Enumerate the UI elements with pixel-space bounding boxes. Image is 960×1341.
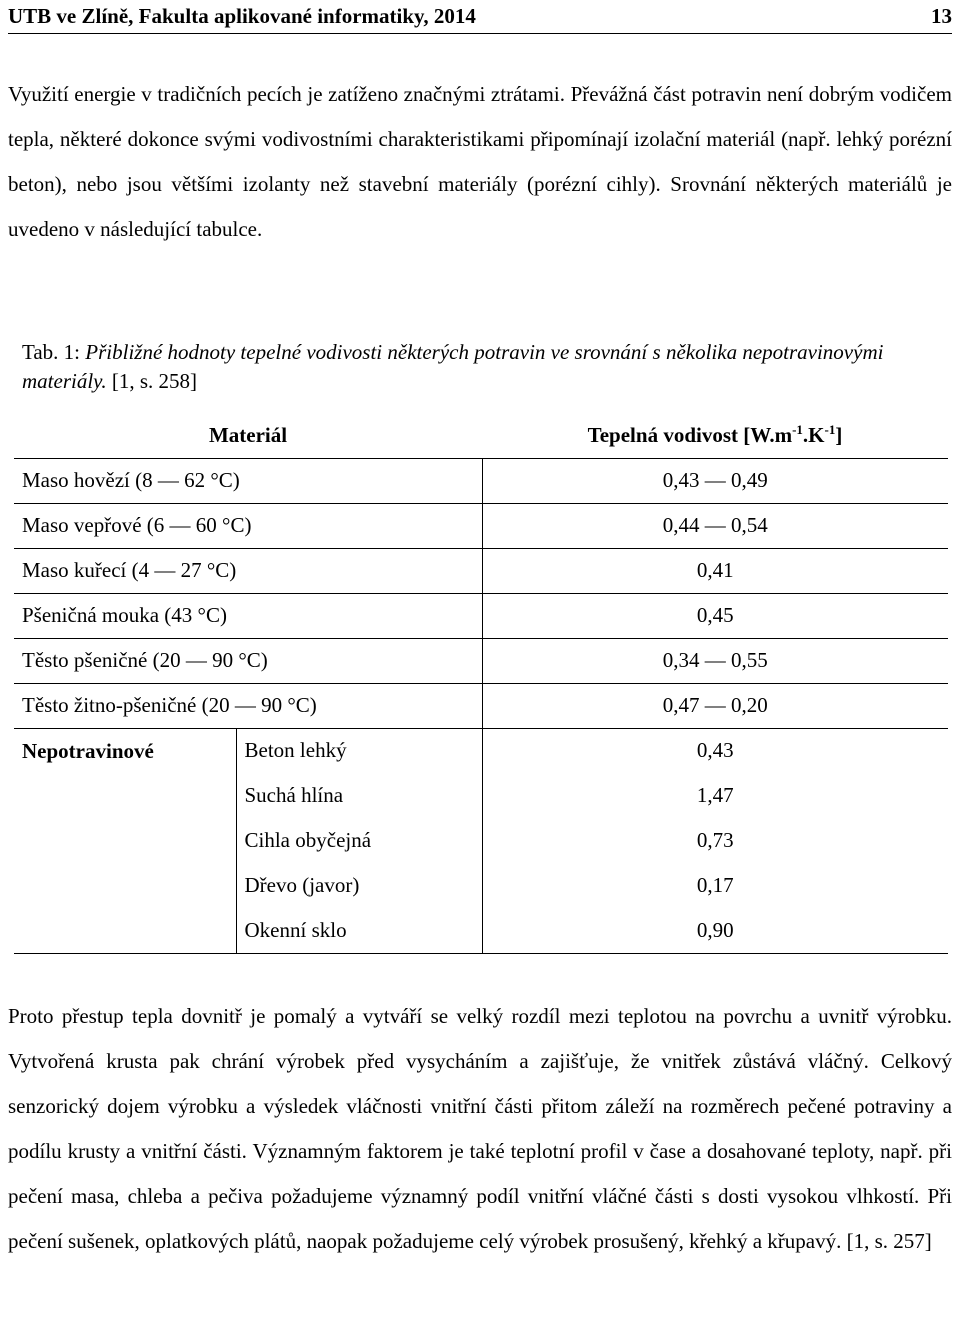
page-header bbox=[8, 0, 952, 34]
table-row bbox=[14, 503, 948, 548]
table-row bbox=[14, 548, 948, 593]
material-name: Dřevo (javor) bbox=[236, 863, 482, 908]
material-name: Maso vepřové (6 — 60 °C) bbox=[14, 503, 482, 548]
material-name: Cihla obyčejná bbox=[236, 818, 482, 863]
table-header-row bbox=[14, 413, 948, 458]
material-name: Těsto žitno-pšeničné (20 — 90 °C) bbox=[14, 683, 482, 728]
table-caption bbox=[22, 338, 952, 396]
material-name: Okenní sklo bbox=[236, 908, 482, 953]
group-label: Nepotravinové bbox=[14, 728, 236, 953]
table-row bbox=[14, 683, 948, 728]
material-name: Maso hovězí (8 — 62 °C) bbox=[14, 458, 482, 503]
caption-label: Tab. 1: bbox=[22, 340, 81, 364]
caption-reference: [1, s. 258] bbox=[111, 369, 197, 393]
material-name: Suchá hlína bbox=[236, 773, 482, 818]
caption-description: Přibližné hodnoty tepelné vodivosti některých potravin ve srovnání s několika nepotravinovými materiály. bbox=[22, 340, 884, 393]
outro-paragraph: Proto přestup tepla dovnitř je pomalý a vytváří se velký rozdíl mezi teplotou na povrchu a uvnitř výrobku. Vytvořená krusta pak chrání výrobek před vysycháním a zajišťuje, že vnitřek zůstává vláčný. Celkový senzorický dojem výrobku a výsledek vláčnosti vnitřní části přitom záleží na rozměrech pečené potraviny a podílu krusty a vnitřní části. Významným faktorem je také teplotní profil v čase a dosahované teploty, např. při pečení masa, chleba a pečiva požadujeme významný podíl vnitřní vláčné části s dosti vysokou vlhkostí. Při pečení sušenek, oplatkových plátů, naopak požadujeme celý výrobek prosušený, křehký a křupavý. [1, s. 257] bbox=[8, 1004, 952, 1253]
header-material: Materiál bbox=[14, 413, 482, 458]
table-row bbox=[14, 638, 948, 683]
material-name: Beton lehký bbox=[236, 728, 482, 773]
conductivity-value: 0,41 bbox=[482, 548, 948, 593]
conductivity-value: 0,73 bbox=[696, 828, 734, 852]
table-row bbox=[14, 458, 948, 503]
conductivity-table bbox=[14, 413, 948, 954]
material-name: Pšeničná mouka (43 °C) bbox=[14, 593, 482, 638]
header-conductivity: Tepelná vodivost $[W.m^{-1}.K^{-1}]$ bbox=[482, 413, 948, 458]
header-title: UTB ve Zlíně, Fakulta aplikované informatiky, 2014 bbox=[8, 4, 476, 28]
conductivity-value: 0,45 bbox=[482, 593, 948, 638]
material-name: Maso kuřecí (4 — 27 °C) bbox=[14, 548, 482, 593]
table-row bbox=[14, 728, 948, 773]
material-name: Těsto pšeničné (20 — 90 °C) bbox=[14, 638, 482, 683]
conductivity-value: 0,43 bbox=[696, 738, 734, 763]
intro-paragraph: Využití energie v tradičních pecích je zatíženo značnými ztrátami. Převážná část potravin není dobrým vodičem tepla, některé dokonce svými vodivostními charakteristikami připomínají izolační materiál (např. lehký porézní beton), nebo jsou většími izolanty než stavební materiály (porézní cihly). Srovnání některých materiálů je uvedeno v následující tabulce. bbox=[8, 82, 952, 241]
page-number: 13 bbox=[931, 4, 952, 28]
conductivity-value: 0,47 — 0,20 bbox=[482, 683, 948, 728]
table-row bbox=[14, 593, 948, 638]
conductivity-value: 1,47 bbox=[696, 783, 734, 807]
conductivity-value: 0,43 — 0,49 bbox=[482, 458, 948, 503]
conductivity-value: 0,34 — 0,55 bbox=[482, 638, 948, 683]
conductivity-value: 0,17 bbox=[696, 873, 734, 897]
conductivity-value: 0,44 — 0,54 bbox=[482, 503, 948, 548]
conductivity-value: 0,90 bbox=[482, 908, 948, 953]
